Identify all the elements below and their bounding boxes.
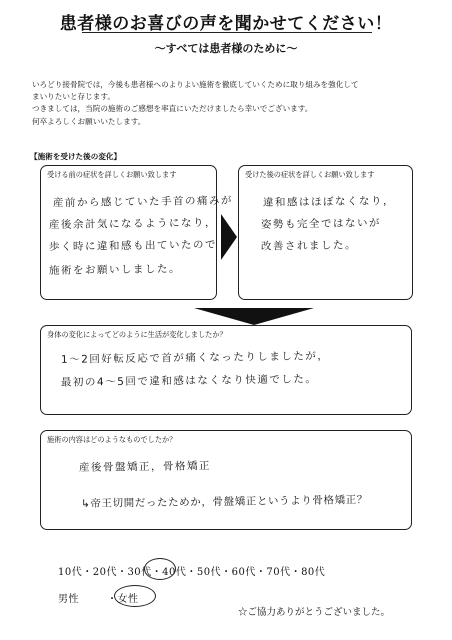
arrow-down-icon xyxy=(194,308,314,325)
handwritten-line: ↳帝王切開だったためか，骨盤矯正というより骨格矯正？ xyxy=(80,493,368,511)
handwritten-line: 産後骨盤矯正，骨格矯正 xyxy=(78,460,212,474)
handwritten-line: 姿勢も完全ではないが xyxy=(260,217,382,231)
title-underline xyxy=(82,32,372,33)
handwritten-line: 歩く時に違和感も出ていたので xyxy=(48,238,218,254)
after-box-label: 受けた後の症状を詳しくお願い致します xyxy=(245,170,375,179)
treatment-content-box xyxy=(40,430,412,530)
gender-separator: ・ xyxy=(107,594,118,605)
thanks-note: ☆ご協力ありがとうございました。 xyxy=(238,607,391,618)
handwritten-line: 最初の4～5回で違和感はなくなり快適でした。 xyxy=(60,373,318,389)
arrow-right-icon xyxy=(221,214,237,260)
page-title: 患者様のお喜びの声を聞かせてください！ xyxy=(59,14,393,34)
life-change-box xyxy=(40,325,412,415)
handwritten-line: 施術をお願いしました。 xyxy=(48,263,182,277)
selected-gender-circle xyxy=(114,585,156,607)
gender-female: 女性 xyxy=(117,594,139,605)
intro-line: 何卒よろしくお願いいたします。 xyxy=(32,116,146,126)
gender-male: 男性 xyxy=(58,594,79,605)
after-symptoms-box xyxy=(238,165,413,300)
intro-line: まいりたいと存じます。 xyxy=(32,92,115,102)
handwritten-line: 改善されました。 xyxy=(260,239,358,253)
handwritten-line: 産後余計気になるようになり， xyxy=(48,216,218,232)
handwritten-line: 違和感はほぼなくなり， xyxy=(262,195,396,209)
handwritten-line: 1～2回好転反応で首が痛くなったりしましたが， xyxy=(60,350,330,366)
section-label: 【施術を受けた後の変化】 xyxy=(30,152,122,161)
intro-text xyxy=(32,79,432,128)
intro-line: いろどり接骨院では，今後も患者様へのよりよい施術を徹底していくために取り組みを強化して xyxy=(32,80,359,89)
age-options: 10代・20代・30代・40代・50代・60代・70代・80代 xyxy=(58,567,326,578)
handwritten-line: 産前から感じていた手首の痛みが xyxy=(52,194,234,210)
page-subtitle: ～すべては患者様のために～ xyxy=(154,42,298,55)
selected-age-circle xyxy=(144,558,176,580)
intro-line: つきましては，当院の施術のご感想を率直にいただけましたら幸いでございます。 xyxy=(32,104,313,114)
impression-box-label: 施術の内容はどのようなものでしたか？ xyxy=(47,435,177,444)
before-symptoms-box xyxy=(40,165,234,300)
before-box-label: 受ける前の症状を詳しくお願い致します xyxy=(47,170,177,179)
life-box-label: 身体の変化によってどのように生活が変化しましたか？ xyxy=(47,330,227,339)
